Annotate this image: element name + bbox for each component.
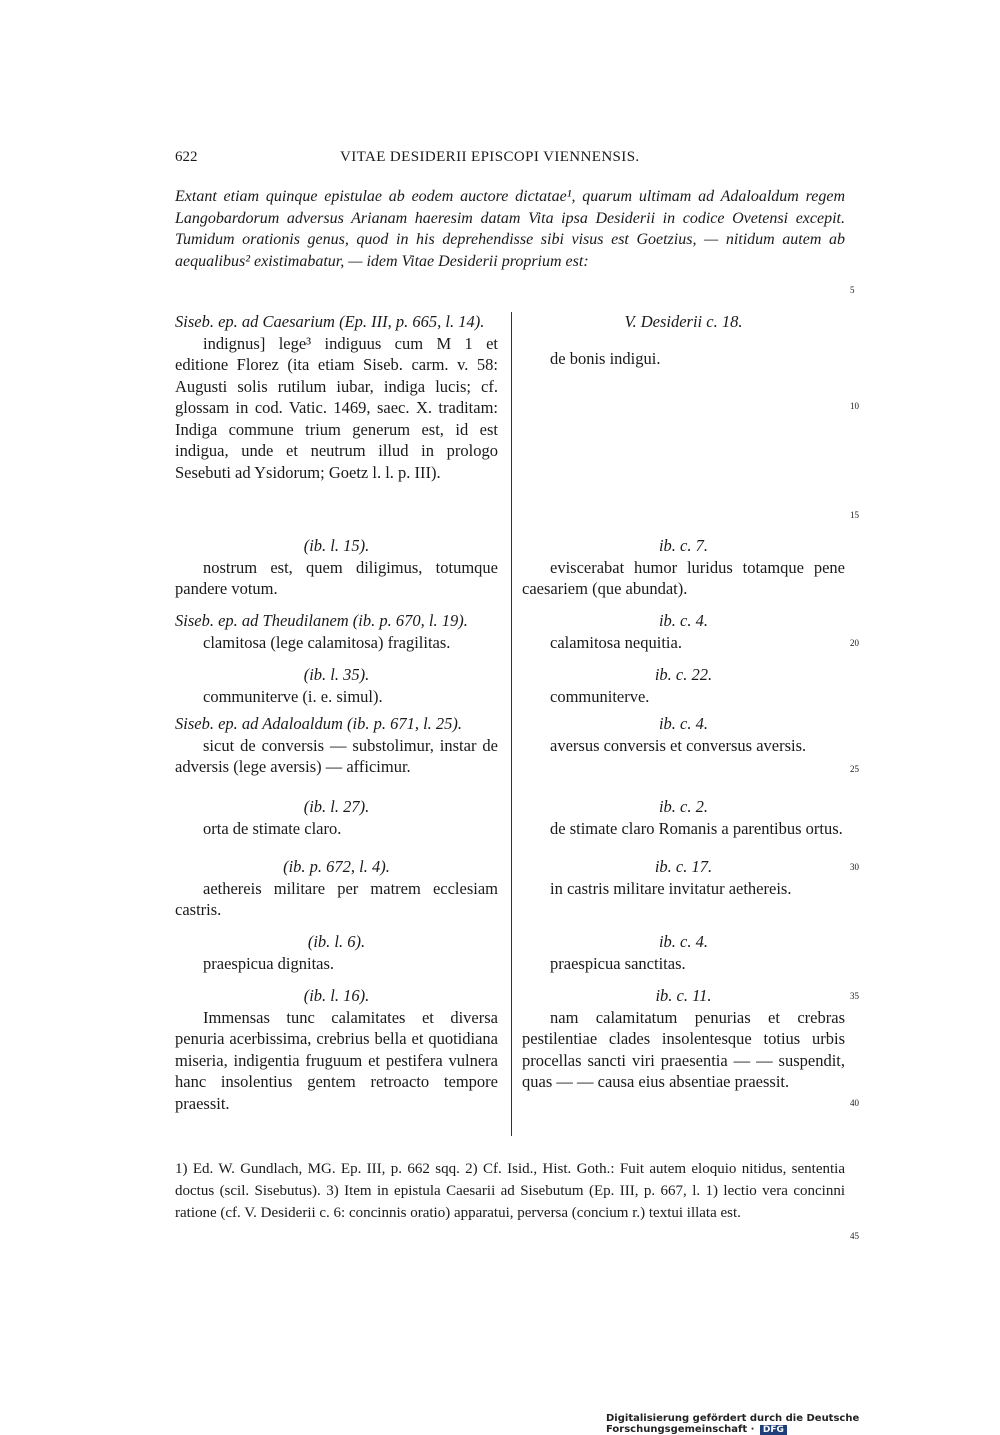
right-entry bbox=[522, 311, 845, 369]
right-ref: ib. c. 7. bbox=[658, 536, 709, 555]
right-ref: V. Desiderii c. 18. bbox=[624, 312, 743, 331]
right-ref: ib. c. 4. bbox=[658, 611, 709, 630]
left-entry bbox=[175, 985, 498, 1114]
left-entry bbox=[175, 311, 498, 483]
left-ref: Siseb. ep. ad Adaloaldum (ib. p. 671, l. 25). bbox=[175, 714, 463, 733]
right-text: communiterve. bbox=[550, 686, 650, 706]
digitization-credit bbox=[606, 1413, 1000, 1435]
page-number: 622 bbox=[175, 149, 198, 165]
left-text: sicut de conversis — substolimur, instar de adversis (lege aversis) — afficimur. bbox=[175, 735, 498, 776]
left-entry bbox=[175, 796, 498, 839]
left-text: aethereis militare per matrem ecclesiam castris. bbox=[175, 878, 498, 919]
left-entry bbox=[175, 664, 498, 707]
left-text: clamitosa (lege calamitosa) fragilitas. bbox=[203, 632, 451, 652]
right-entry bbox=[522, 985, 845, 1093]
right-entry bbox=[522, 664, 845, 707]
left-text: Immensas tunc calamitates et diversa penuria acerbissima, crebrius bella et quotidiana miseria, indigentia fruguum et pestifera vulnera hanc insolentius gentem retroacto tempore praessit. bbox=[175, 1007, 498, 1113]
column-divider bbox=[511, 312, 512, 1136]
line-number: 5 bbox=[850, 285, 855, 295]
right-ref: ib. c. 17. bbox=[654, 857, 713, 876]
right-text: in castris militare invitatur aethereis. bbox=[550, 878, 792, 898]
left-text: communiterve (i. e. simul). bbox=[203, 686, 383, 706]
left-entry bbox=[175, 610, 498, 653]
left-ref: Siseb. ep. ad Caesarium (Ep. III, p. 665, l. 14). bbox=[175, 312, 485, 331]
running-title: VITAE DESIDERII EPISCOPI VIENNENSIS. bbox=[340, 149, 640, 165]
line-number: 35 bbox=[850, 991, 859, 1001]
right-ref: ib. c. 22. bbox=[654, 665, 713, 684]
intro-paragraph: Extant etiam quinque epistulae ab eodem auctore dictatae¹, quarum ultimam ad Adaloaldum regem Langobardorum adversus Arianam haeresim datam Vita ipsa Desiderii in codice Ovetensi excepit. Tumidum orationis genus, quod in his deprehendisse sibi visus est Goetzius, — nitidum autem ab aequalibus² existimabatur, — idem Vitae Desiderii proprium est: bbox=[175, 188, 845, 270]
left-ref: (ib. l. 15). bbox=[303, 536, 370, 555]
left-ref: (ib. l. 16). bbox=[303, 986, 370, 1005]
right-ref: ib. c. 11. bbox=[655, 986, 712, 1005]
right-entry bbox=[522, 931, 845, 974]
right-entry bbox=[522, 856, 845, 899]
footnotes: 1) Ed. W. Gundlach, MG. Ep. III, p. 662 sqq. 2) Cf. Isid., Hist. Goth.: Fuit autem eloquio nitidus, sententia doctus (scil. Sisebutus). 3) Item in epistula Caesarii ad Sisebutum (Ep. III, p. 667, l. 1) lectio vera concinni ratione (cf. V. Desiderii c. 6: concinnis oratio) apparatui, perversa (concium r.) textui illata est. bbox=[175, 1161, 845, 1221]
line-number: 45 bbox=[850, 1231, 859, 1241]
line-number: 30 bbox=[850, 862, 859, 872]
line-number: 20 bbox=[850, 638, 859, 648]
left-ref: (ib. l. 35). bbox=[303, 665, 370, 684]
right-text: de stimate claro Romanis a parentibus ortus. bbox=[550, 818, 843, 838]
left-entry bbox=[175, 856, 498, 921]
right-text: de bonis indigui. bbox=[550, 348, 661, 368]
right-entry bbox=[522, 535, 845, 600]
right-text: nam calamitatum penurias et crebras pestilentiae clades insolentesque totius urbis procellas sancti viri praesentia — — suspendit, quas — — causa eius absentiae praessit. bbox=[522, 1007, 845, 1091]
right-text: praespicua sanctitas. bbox=[550, 953, 686, 973]
right-ref: ib. c. 4. bbox=[658, 932, 709, 951]
line-number: 10 bbox=[850, 401, 859, 411]
line-number: 25 bbox=[850, 764, 859, 774]
left-ref: (ib. l. 27). bbox=[303, 797, 370, 816]
left-text: indignus] lege³ indiguus cum M 1 et editione Florez (ita etiam Siseb. carm. v. 58: Augusti solis rutilum iubar, indiga lucis; cf. glossam in cod. Vatic. 1469, saec. X. traditam: Indiga commune trium generum est, id est indigua, unde et neutrum illud in prologo Sesebuti ad Ysidorum; Goetz l. l. p. III). bbox=[175, 333, 498, 482]
right-entry bbox=[522, 796, 845, 839]
right-text: aversus conversis et conversus aversis. bbox=[550, 735, 807, 755]
dfg-logo: DFG bbox=[760, 1425, 787, 1435]
left-ref: (ib. p. 672, l. 4). bbox=[283, 857, 390, 876]
line-number: 40 bbox=[850, 1098, 859, 1108]
right-ref: ib. c. 2. bbox=[658, 797, 709, 816]
right-text: eviscerabat humor luridus totamque pene caesariem (que abundat). bbox=[522, 557, 845, 598]
right-ref: ib. c. 4. bbox=[658, 714, 709, 733]
line-number: 15 bbox=[850, 510, 859, 520]
left-ref: (ib. l. 6). bbox=[307, 932, 366, 951]
left-text: orta de stimate claro. bbox=[203, 818, 342, 838]
left-text: nostrum est, quem diligimus, totumque pandere votum. bbox=[175, 557, 498, 598]
credit-text: Digitalisierung gefördert durch die Deutsche Forschungsgemeinschaft · bbox=[606, 1413, 860, 1435]
left-entry bbox=[175, 713, 498, 778]
left-entry bbox=[175, 931, 498, 974]
left-ref: Siseb. ep. ad Theudilanem (ib. p. 670, l. 19). bbox=[175, 611, 468, 630]
left-entry bbox=[175, 535, 498, 600]
right-entry bbox=[522, 713, 845, 756]
left-text: praespicua dignitas. bbox=[203, 953, 335, 973]
right-entry bbox=[522, 610, 845, 653]
right-text: calamitosa nequitia. bbox=[550, 632, 682, 652]
